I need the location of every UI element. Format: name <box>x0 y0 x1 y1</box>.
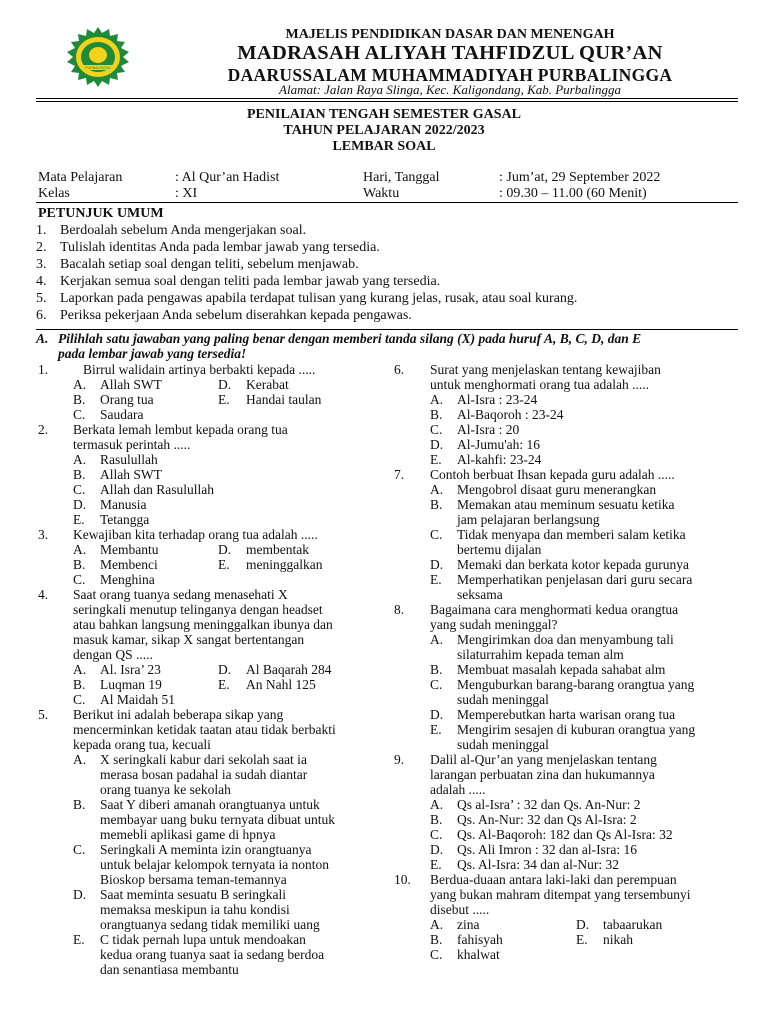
option-text: Saat Y diberi amanah orangtuanya untuk <box>100 797 320 812</box>
option-letter: C. <box>430 527 443 542</box>
question-text: seringkali menutup telinganya dengan headset <box>73 602 323 617</box>
question-number: 1. <box>38 362 49 377</box>
instruction-item <box>36 223 306 239</box>
option-text: memaksa meskipun ia tahu kondisi <box>100 902 290 917</box>
question-text: Contoh berbuat Ihsan kepada guru adalah ..... <box>430 467 675 482</box>
option-letter: E. <box>73 512 85 527</box>
option-text: Saat meminta sesuatu B seringkali <box>100 887 286 902</box>
option-text: Manusia <box>100 497 147 512</box>
section-a-line1: Pilihlah satu jawaban yang paling benar dengan memberi tanda silang (X) pada huruf A, B, C, D, dan E <box>58 331 642 346</box>
exam-title: PENILAIAN TENGAH SEMESTER GASAL <box>247 107 521 122</box>
instruction-number: 5. <box>36 291 47 306</box>
school-logo <box>66 27 130 87</box>
option-text: Qs. An-Nur: 32 dan Qs Al-Isra: 2 <box>457 812 637 827</box>
option-letter: A. <box>73 542 87 557</box>
option-letter: C. <box>430 827 443 842</box>
instruction-item <box>36 291 577 307</box>
info-divider <box>36 202 738 203</box>
question-number: 9. <box>394 752 405 767</box>
section-a-letter: A. <box>36 331 49 346</box>
option-letter: E. <box>218 557 230 572</box>
option-text: silaturrahim kepada teman alm <box>457 647 624 662</box>
option-letter: E. <box>430 452 442 467</box>
option-text: Membenci <box>100 557 158 572</box>
option-letter: A. <box>430 797 444 812</box>
option-text: bertemu dijalan <box>457 542 542 557</box>
option-letter: B. <box>430 407 443 422</box>
question-text: untuk menghormati orang tua adalah ..... <box>430 377 649 392</box>
option-text: Memperebutkan harta warisan orang tua <box>457 707 676 722</box>
option-text: X seringkali kabur dari sekolah saat ia <box>100 752 307 767</box>
instruction-text: Tulislah identitas Anda pada lembar jawab yang tersedia. <box>60 240 380 255</box>
option-text: Mengirim sesajen di kuburan orangtua yang <box>457 722 696 737</box>
option-text: khalwat <box>457 947 500 962</box>
option-text: orangtuanya sedang tidak memiliki uang <box>100 917 320 932</box>
option-text: Al Maidah 51 <box>100 692 175 707</box>
instruction-item <box>36 274 440 290</box>
option-text: memebli aplikasi game di hpnya <box>100 827 276 842</box>
instruction-item <box>36 308 412 324</box>
option-text: Al-Isra : 23-24 <box>457 392 538 407</box>
option-letter: B. <box>73 797 86 812</box>
option-text: Qs al-Isra’ : 32 dan Qs. An-Nur: 2 <box>457 797 641 812</box>
question-number: 6. <box>394 362 405 377</box>
option-text: Luqman 19 <box>100 677 162 692</box>
question-text: dengan QS ..... <box>73 647 153 662</box>
option-letter: E. <box>430 572 442 587</box>
option-text: Allah SWT <box>100 467 162 482</box>
instruction-number: 3. <box>36 257 47 272</box>
subject-label: Mata Pelajaran <box>38 170 123 185</box>
instructions-divider <box>36 329 738 330</box>
option-letter: C. <box>73 842 86 857</box>
option-text: untuk belajar kelompok ternyata ia nonton <box>100 857 330 872</box>
option-text: Al. Isra’ 23 <box>100 662 161 677</box>
question-text: Berkata lemah lembut kepada orang tua <box>73 422 288 437</box>
option-letter: D. <box>430 842 444 857</box>
question-text: Berdua-duaan antara laki-laki dan perempuan <box>430 872 677 887</box>
option-text: dan senantiasa membantu <box>100 962 239 977</box>
option-letter: E. <box>576 932 588 947</box>
option-letter: B. <box>73 557 86 572</box>
date-value: : Jum’at, 29 September 2022 <box>499 170 661 185</box>
option-text: Memperhatikan penjelasan dari guru secara <box>457 572 693 587</box>
instruction-text: Periksa pekerjaan Anda sebelum diserahkan kepada pengawas. <box>60 308 412 323</box>
option-letter: B. <box>73 467 86 482</box>
option-text: Memakan atau meminum sesuatu ketika <box>457 497 675 512</box>
option-letter: A. <box>73 752 87 767</box>
option-text: membentak <box>246 542 309 557</box>
option-letter: A. <box>430 632 444 647</box>
question-number: 10. <box>394 872 411 887</box>
school-year: TAHUN PELAJARAN 2022/2023 <box>283 123 485 138</box>
option-text: Orang tua <box>100 392 154 407</box>
question-text: Birrul walidain artinya berbakti kepada ..... <box>83 362 316 377</box>
instructions-title: PETUNJUK UMUM <box>38 206 164 221</box>
instruction-number: 6. <box>36 308 47 323</box>
option-text: Rasulullah <box>100 452 158 467</box>
logo-text: PURBALINGGA <box>85 66 111 70</box>
option-letter: A. <box>430 392 444 407</box>
option-letter: C. <box>430 677 443 692</box>
option-text: Mengobrol disaat guru menerangkan <box>457 482 657 497</box>
instruction-text: Kerjakan semua soal dengan teliti pada lembar jawab yang tersedia. <box>60 274 441 289</box>
question-text: Kewajiban kita terhadap orang tua adalah ..... <box>73 527 318 542</box>
option-letter: D. <box>430 437 444 452</box>
option-text: tabaarukan <box>603 917 663 932</box>
header-line1: MAJELIS PENDIDIKAN DASAR DAN MENENGAH <box>285 27 615 42</box>
class-value: : XI <box>175 186 198 201</box>
header-divider <box>36 98 738 99</box>
school-address: Alamat: Jalan Raya Slinga, Kec. Kaligondang, Kab. Purbalingga <box>279 82 621 97</box>
date-label: Hari, Tanggal <box>363 170 440 185</box>
option-text: sudah meninggal <box>457 692 549 707</box>
option-letter: C. <box>73 692 86 707</box>
option-text: Seringkali A meminta izin orangtuanya <box>100 842 312 857</box>
option-text: jam pelajaran berlangsung <box>457 512 600 527</box>
option-letter: B. <box>430 812 443 827</box>
option-text: Handai taulan <box>246 392 322 407</box>
question-text: Surat yang menjelaskan tentang kewajiban <box>430 362 661 377</box>
option-text: Membantu <box>100 542 159 557</box>
option-text: orang tuanya ke sekolah <box>100 782 231 797</box>
option-letter: A. <box>430 482 444 497</box>
question-text: Dalil al-Qur’an yang menjelaskan tentang <box>430 752 657 767</box>
option-letter: E. <box>218 392 230 407</box>
instruction-text: Bacalah setiap soal dengan teliti, sebelum menjawab. <box>60 257 359 272</box>
section-a-line2: pada lembar jawab yang tersedia! <box>58 346 247 361</box>
option-text: Al-Baqoroh : 23-24 <box>457 407 564 422</box>
option-text: membayar uang buku ternyata dibuat untuk <box>100 812 336 827</box>
option-letter: A. <box>73 377 87 392</box>
option-text: zina <box>457 917 480 932</box>
option-letter: B. <box>430 662 443 677</box>
question-number: 4. <box>38 587 49 602</box>
option-text: Tidak menyapa dan memberi salam ketika <box>457 527 686 542</box>
option-letter: B. <box>430 932 443 947</box>
option-text: Bioskop bersama teman-temannya <box>100 872 287 887</box>
question-number: 3. <box>38 527 49 542</box>
instruction-item <box>36 257 359 273</box>
question-text: Saat orang tuanya sedang menasehati X <box>73 587 288 602</box>
option-text: Kerabat <box>246 377 289 392</box>
subject-value: : Al Qur’an Hadist <box>175 170 280 185</box>
sheet-title: LEMBAR SOAL <box>332 139 436 154</box>
option-letter: D. <box>218 542 232 557</box>
option-letter: C. <box>73 482 86 497</box>
question-number: 8. <box>394 602 405 617</box>
option-letter: C. <box>73 407 86 422</box>
question-text: mencerminkan ketidak taatan atau tidak berbakti <box>73 722 336 737</box>
option-text: Qs. Al-Baqoroh: 182 dan Qs Al-Isra: 32 <box>457 827 673 842</box>
option-letter: D. <box>73 887 87 902</box>
option-letter: A. <box>73 452 87 467</box>
option-text: sudah meninggal <box>457 737 549 752</box>
option-text: Allah dan Rasulullah <box>100 482 214 497</box>
school-subname: DAARUSSALAM MUHAMMADIYAH PURBALINGGA <box>227 65 673 85</box>
header-divider-thin <box>36 101 738 102</box>
option-letter: B. <box>73 677 86 692</box>
option-text: Qs. Al-Isra: 34 dan al-Nur: 32 <box>457 857 619 872</box>
option-text: Memaki dan berkata kotor kepada gurunya <box>457 557 690 572</box>
question-text: atau bahkan langsung meninggalkan ibunya dan <box>73 617 333 632</box>
option-text: Membuat masalah kepada sahabat alm <box>457 662 666 677</box>
question-text: termasuk perintah ..... <box>73 437 191 452</box>
option-text: An Nahl 125 <box>246 677 316 692</box>
question-number: 7. <box>394 467 405 482</box>
question-number: 5. <box>38 707 49 722</box>
option-text: merasa bosan padahal ia sudah diantar <box>100 767 308 782</box>
question-text: kepada orang tua, kecuali <box>73 737 211 752</box>
question-text: masuk kamar, sikap X sangat bertentangan <box>73 632 305 647</box>
question-text: disebut ..... <box>430 902 490 917</box>
question-text: yang sudah meninggal? <box>430 617 558 632</box>
option-text: C tidak pernah lupa untuk mendoakan <box>100 932 306 947</box>
question-text: larangan perbuatan zina dan hukumannya <box>430 767 655 782</box>
school-name: MADRASAH ALIYAH TAHFIDZUL QUR’AN <box>237 42 663 64</box>
option-text: Saudara <box>100 407 144 422</box>
instruction-number: 4. <box>36 274 47 289</box>
option-letter: D. <box>218 662 232 677</box>
option-letter: C. <box>73 572 86 587</box>
option-letter: B. <box>430 497 443 512</box>
instruction-text: Berdoalah sebelum Anda mengerjakan soal. <box>60 223 307 238</box>
option-text: Menghina <box>100 572 155 587</box>
option-letter: D. <box>73 497 87 512</box>
option-text: Al-Isra : 20 <box>457 422 520 437</box>
time-label: Waktu <box>363 186 400 201</box>
option-letter: E. <box>73 932 85 947</box>
question-text: adalah ..... <box>430 782 486 797</box>
question-number: 2. <box>38 422 49 437</box>
option-letter: D. <box>576 917 590 932</box>
instruction-item <box>36 240 380 256</box>
option-text: meninggalkan <box>246 557 323 572</box>
option-letter: D. <box>430 557 444 572</box>
instruction-text: Laporkan pada pengawas apabila terdapat tulisan yang kurang jelas, rusak, atau soal kurang. <box>60 291 578 306</box>
option-letter: C. <box>430 422 443 437</box>
option-letter: E. <box>218 677 230 692</box>
option-letter: B. <box>73 392 86 407</box>
option-letter: E. <box>430 722 442 737</box>
question-text: yang bukan mahram ditempat yang tersembunyi <box>430 887 691 902</box>
option-letter: A. <box>73 662 87 677</box>
question-text: Berikut ini adalah beberapa sikap yang <box>73 707 284 722</box>
option-letter: D. <box>430 707 444 722</box>
option-text: Mengirimkan doa dan menyambung tali <box>457 632 674 647</box>
option-text: Menguburkan barang-barang orangtua yang <box>457 677 695 692</box>
instruction-number: 1. <box>36 223 47 238</box>
option-text: Qs. Ali Imron : 32 dan al-Isra: 16 <box>457 842 637 857</box>
question-text: Bagaimana cara menghormati kedua orangtua <box>430 602 679 617</box>
option-letter: D. <box>218 377 232 392</box>
class-label: Kelas <box>38 186 70 201</box>
instruction-number: 2. <box>36 240 47 255</box>
option-text: Al Baqarah 284 <box>246 662 332 677</box>
option-text: Allah SWT <box>100 377 162 392</box>
option-text: kedua orang tuanya saat ia sedang berdoa <box>100 947 325 962</box>
option-text: nikah <box>603 932 633 947</box>
option-text: Al-Jumu'ah: 16 <box>457 437 541 452</box>
option-text: seksama <box>457 587 503 602</box>
option-text: fahisyah <box>457 932 503 947</box>
option-letter: A. <box>430 917 444 932</box>
option-letter: C. <box>430 947 443 962</box>
option-text: Tetangga <box>100 512 150 527</box>
option-text: Al-kahfi: 23-24 <box>457 452 542 467</box>
option-letter: E. <box>430 857 442 872</box>
time-value: : 09.30 – 11.00 (60 Menit) <box>499 186 647 201</box>
